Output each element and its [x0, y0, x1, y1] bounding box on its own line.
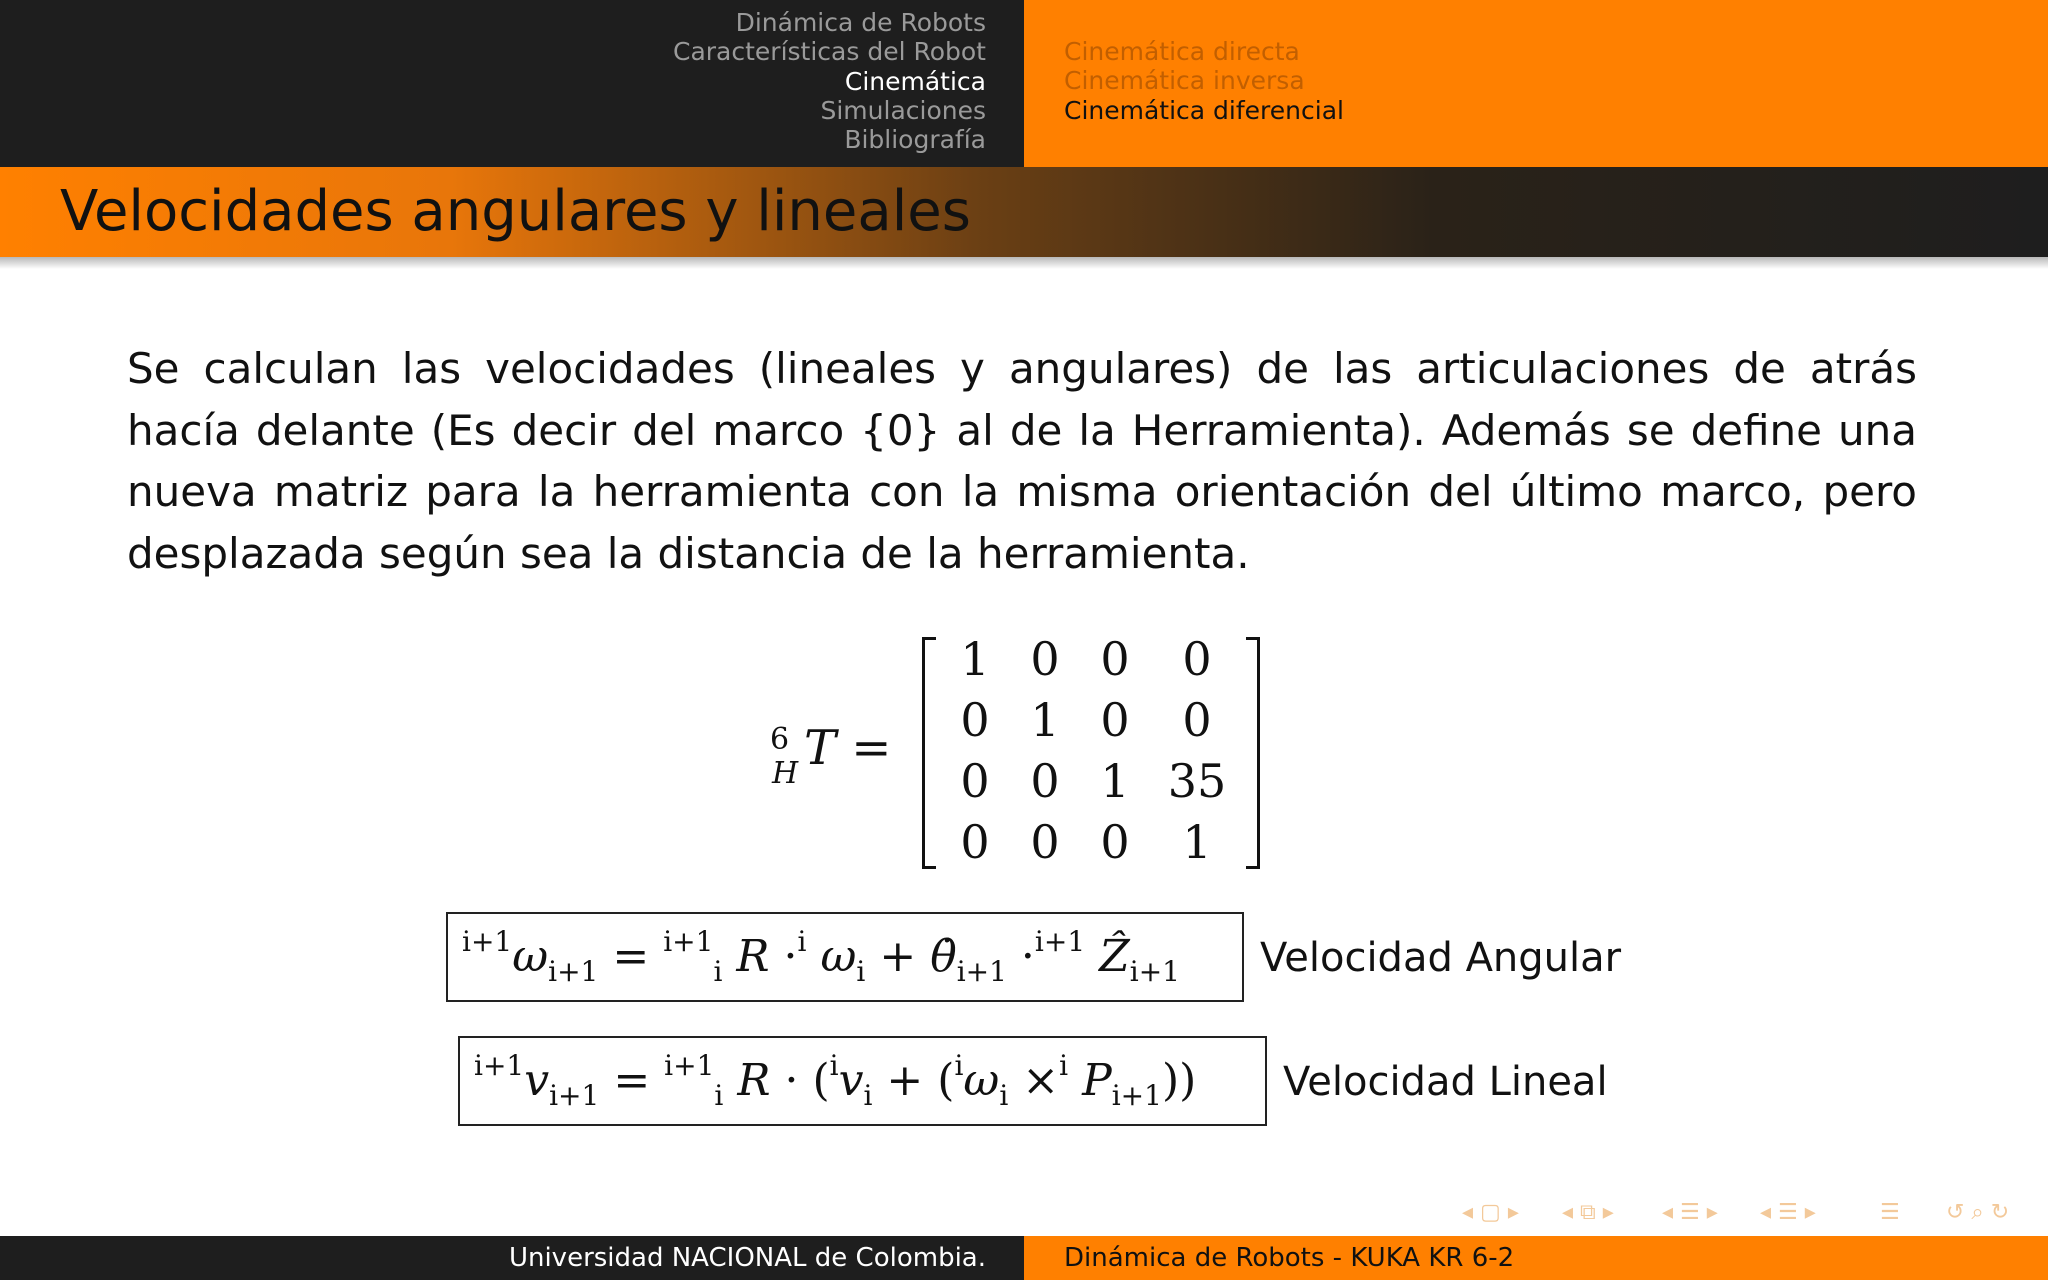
- slide-paragraph: Se calculan las velocidades (lineales y angulares) de las articulaciones de atrás hacía delante (Es decir del marco {0} al de la Herramienta). Además se define una nueva matriz para la herramienta con la misma orientación del último marco, pero desplazada según sea la distancia de la herramienta.: [127, 344, 1917, 578]
- matrix-cell: 0: [1030, 815, 1060, 869]
- footer-institution: Universidad NACIONAL de Colombia.: [508, 1243, 986, 1273]
- matrix-left-bracket: [922, 637, 936, 869]
- matrix-cell: 35: [1167, 754, 1227, 808]
- title-bar-shadow: [0, 257, 2048, 269]
- header-sections: [0, 0, 1024, 167]
- header-subsections: [1024, 0, 2048, 167]
- matrix-cell: 0: [1100, 815, 1130, 869]
- matrix-lhs-subscript: H: [772, 756, 799, 791]
- nav-search-icons[interactable]: ↺ ⌕ ↻: [1946, 1200, 2010, 1225]
- nav-outline-icon[interactable]: ☰: [1880, 1200, 1900, 1225]
- matrix-cell: 1: [1182, 815, 1212, 869]
- slide-title: Velocidades angulares y lineales: [60, 179, 971, 244]
- matrix-cell: 0: [1182, 632, 1212, 686]
- nav-section-dinamica[interactable]: Dinámica de Robots: [735, 8, 986, 37]
- matrix-cell: 0: [960, 754, 990, 808]
- footer-presentation-title: Dinámica de Robots - KUKA KR 6-2: [1064, 1243, 1515, 1273]
- angular-velocity-label: Velocidad Angular: [1260, 935, 1622, 981]
- nav-section-bibliografia[interactable]: Bibliografía: [844, 125, 986, 155]
- matrix-equals: =: [851, 720, 892, 776]
- linear-velocity-label: Velocidad Lineal: [1283, 1059, 1608, 1105]
- angular-velocity-equation: $^{i+1}\omega_{i+1} = ^{i+1}_i$ R ·$^i$ $\omega_i$ + $\thetȧ_{i+1} \cdot^{i+1}$ Ẑ$_{i+1}$: [446, 912, 1244, 1002]
- matrix-cell: 0: [1100, 693, 1130, 747]
- matrix-cell: 0: [1030, 632, 1060, 686]
- nav-subsection-diferencial[interactable]: Cinemática diferencial: [1064, 95, 1344, 125]
- matrix-cell: 0: [1100, 632, 1130, 686]
- matrix-cell: 1: [1030, 693, 1060, 747]
- matrix-cell: 0: [1182, 693, 1212, 747]
- matrix-right-bracket: [1246, 637, 1260, 869]
- nav-section-icons[interactable]: ◂ ☰ ▸: [1760, 1200, 1816, 1225]
- matrix-cell: 0: [960, 815, 990, 869]
- matrix-lhs: [768, 718, 892, 791]
- nav-section-cinematica[interactable]: Cinemática: [844, 66, 986, 96]
- nav-slide-icons[interactable]: ◂ ▢ ▸: [1462, 1200, 1519, 1225]
- matrix-cell: 0: [960, 693, 990, 747]
- footer-right: [1024, 1236, 2048, 1280]
- nav-subsection-icons[interactable]: ◂ ☰ ▸: [1662, 1200, 1718, 1225]
- nav-subsection-directa[interactable]: Cinemática directa: [1064, 37, 1300, 66]
- nav-section-simulaciones[interactable]: Simulaciones: [820, 95, 986, 125]
- nav-section-caracteristicas[interactable]: Características del Robot: [673, 37, 986, 67]
- matrix-lhs-superscript: 6: [770, 722, 790, 757]
- matrix-lhs-indices: [768, 718, 804, 791]
- matrix-cell: 1: [960, 632, 990, 686]
- linear-velocity-equation: $^{i+1}v_{i+1} = ^{i+1}_i$ $R \cdot (^iv_i + (^i\omega_i \times^i$ $P_{i+1}$)): [458, 1036, 1267, 1126]
- matrix-cell: 1: [1100, 754, 1130, 808]
- matrix-cell: 0: [1030, 754, 1060, 808]
- nav-frame-icons[interactable]: ◂ ⧉ ▸: [1562, 1200, 1614, 1225]
- nav-subsection-inversa[interactable]: Cinemática inversa: [1064, 66, 1305, 96]
- footer-left: [0, 1236, 1024, 1280]
- matrix-lhs-symbol: T: [804, 720, 837, 776]
